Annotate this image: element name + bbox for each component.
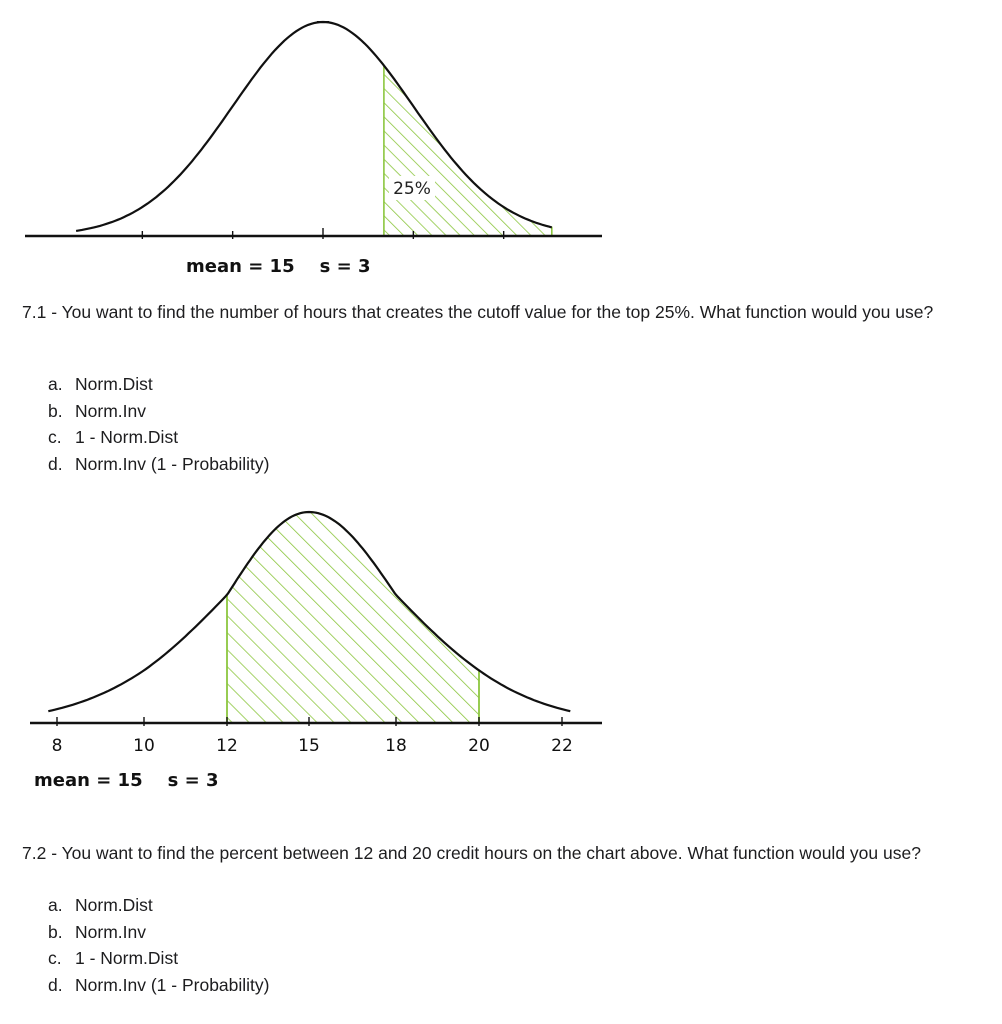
chart-2-tick-label: 10	[133, 736, 155, 756]
chart-2-tick-label: 8	[51, 736, 63, 756]
chart-2-svg	[22, 496, 612, 766]
chart-1-svg	[22, 10, 612, 250]
option-b[interactable]: b. Norm.Inv	[48, 400, 146, 421]
option-c[interactable]: c. 1 - Norm.Dist	[48, 948, 179, 968]
chart-2-tick-label: 20	[468, 736, 490, 756]
chart-2-middle-region	[22, 496, 612, 766]
chart-2-shaded-region	[227, 512, 479, 723]
question-7-1-options	[48, 371, 270, 477]
chart-2-parameters: mean = 15 s = 3	[34, 770, 219, 791]
option-a[interactable]: a. Norm.Dist	[48, 374, 153, 394]
option-b[interactable]: b. Norm.Inv	[48, 921, 146, 942]
question-7-2-text: 7.2 - You want to find the percent between 12 and 20 credit hours on the chart above. What function would you use?	[22, 843, 921, 863]
option-a[interactable]: a. Norm.Dist	[48, 895, 153, 915]
chart-2-tick-label: 12	[216, 736, 238, 756]
chart-1-right-tail	[22, 10, 612, 250]
question-7-2-options	[48, 892, 270, 998]
chart-1-shaded-label: 25%	[393, 179, 431, 199]
chart-2-tick-label: 22	[551, 736, 573, 756]
chart-1-shaded-tail	[384, 66, 552, 237]
chart-2-tick-label: 18	[385, 736, 407, 756]
question-7-1-text: 7.1 - You want to find the number of hours that creates the cutoff value for the top 25%. What function would you use?	[22, 302, 934, 322]
option-c[interactable]: c. 1 - Norm.Dist	[48, 427, 179, 447]
chart-2-tick-label: 15	[298, 736, 320, 756]
option-d[interactable]: d. Norm.Inv (1 - Probability)	[48, 974, 270, 995]
chart-1-parameters: mean = 15 s = 3	[186, 256, 371, 277]
option-d[interactable]: d. Norm.Inv (1 - Probability)	[48, 453, 270, 474]
